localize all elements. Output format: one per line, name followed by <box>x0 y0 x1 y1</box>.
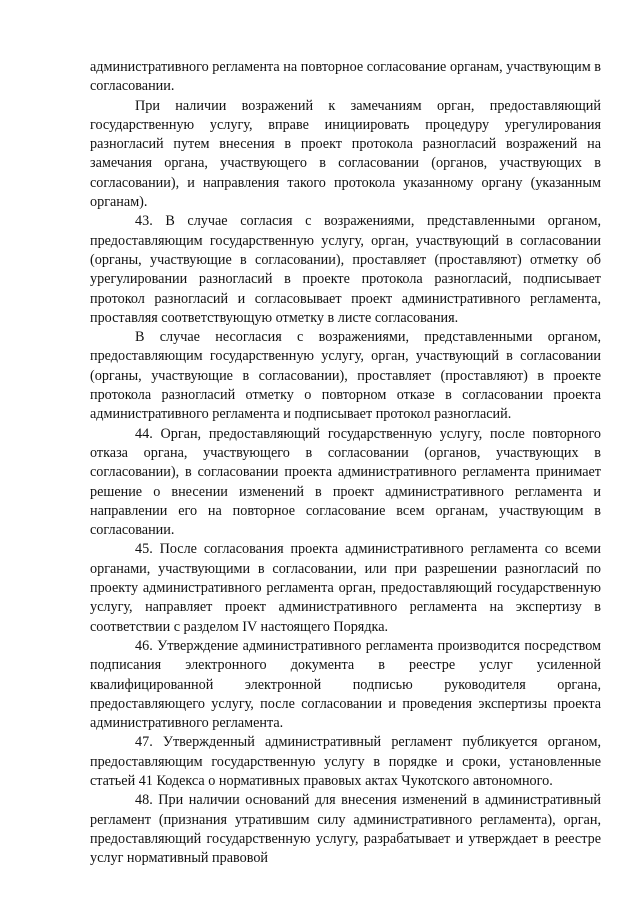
paragraph-objections: При наличии возражений к замечаниям орган, предоставляющий государственную услугу, вправе инициировать процедуру урегулирования разногласий путем внесения в проект протокола разногласий возражений на замечания органа, участвующего в согласовании (органов, участвующих в согласовании), и направления такого протокола указанному органу (указанным органам). <box>90 97 601 211</box>
paragraph-46: 46. Утверждение административного регламента производится посредством подписания электронного документа в реестре услуг усиленной квалифицированной электронной подписью руководителя органа, предоставляющего услугу, после согласовании и проведения экспертизы проекта административного регламента. <box>90 637 601 732</box>
paragraph-43: 43. В случае согласия с возражениями, представленными органом, предоставляющим государственную услугу, орган, участвующий в согласовании (органы, участвующие в согласовании), проставляет (проставляют) отметку об урегулировании разногласий в проекте протокола разногласий, подписывает протокол разногласий и согласовывает проект административного регламента, проставляя соответствующую отметку в листе согласования. <box>90 213 601 326</box>
paragraph-disagreement: В случае несогласия с возражениями, представленными органом, предоставляющим государственную услугу, орган, участвующий в согласовании (органы, участвующие в согласовании), проставляет (проставляют) в проекте протокола разногласий отметку о повторном отказе в согласовании проекта административного регламента и подписывает протокол разногласий. <box>90 329 601 423</box>
paragraph-continuation: административного регламента на повторное согласование органам, участвующим в согласовании. <box>90 59 601 95</box>
paragraph-48: 48. При наличии оснований для внесения изменений в административный регламент (признания утратившим силу административного регламента), орган, предоставляющий государственную услугу, разрабатывает и утверждает в реестре услуг нормативный правовой <box>90 792 601 867</box>
paragraph-44: 44. Орган, предоставляющий государственную услугу, после повторного отказа органа, участвующего в согласовании (органов, участвующих в согласовании), в согласовании проекта административного регламента принимает решение о внесении изменений в проект административного регламента и направлении его на повторное согласование всем органам, участвующим в согласовании. <box>90 425 601 539</box>
paragraph-45: 45. После согласования проекта административного регламента со всеми органами, участвующими в согласовании, или при разрешении разногласий по проекту административного регламента орган, предоставляющий государственную услугу, направляет проект административного регламента на экспертизу в соответствии с разделом IV настоящего Порядка. <box>90 541 601 635</box>
paragraph-47: 47. Утвержденный административный регламент публикуется органом, предоставляющим государственную услугу в порядке и сроки, установленные статьей 41 Кодекса о нормативных правовых актах Чукотского автономного. <box>90 734 601 789</box>
